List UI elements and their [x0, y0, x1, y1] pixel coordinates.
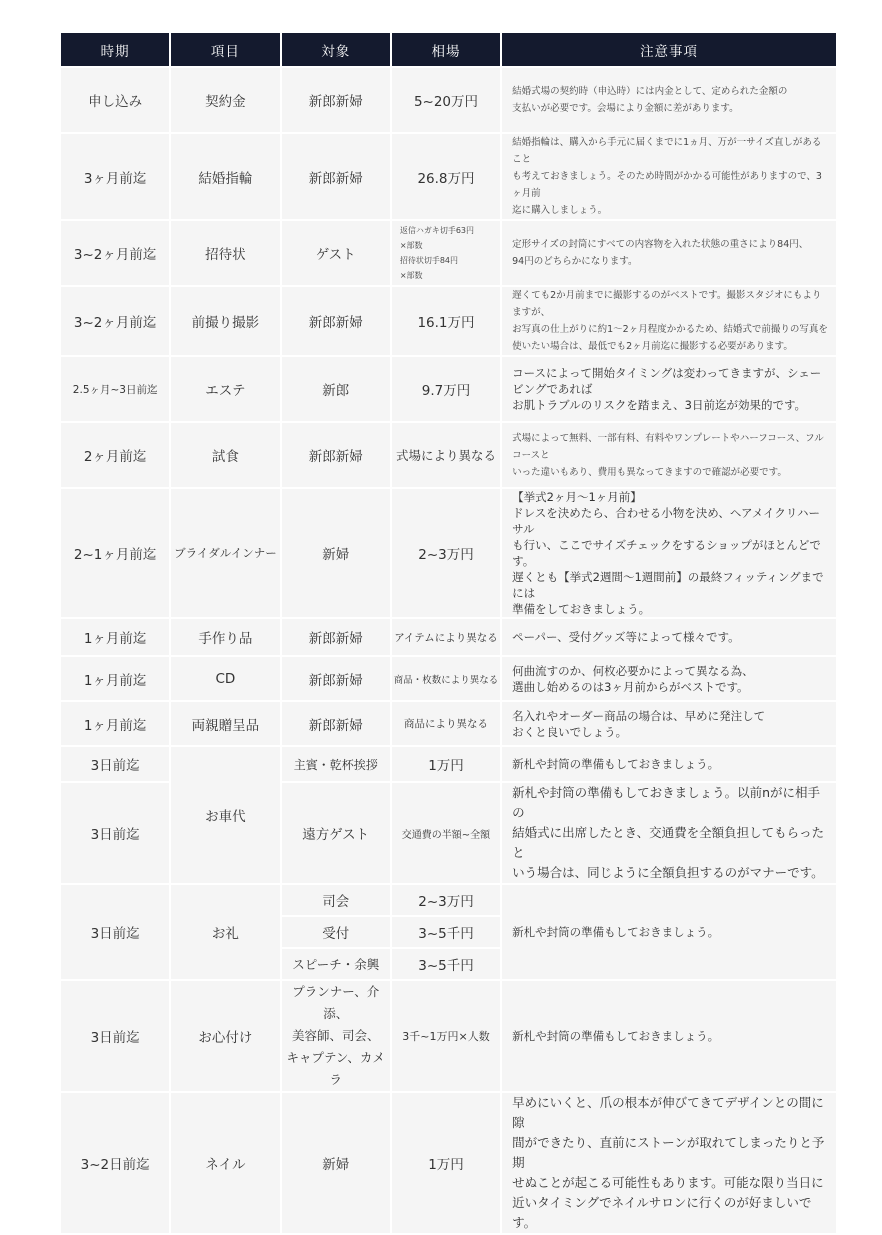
price-cell: 交通費の半額~全額	[392, 783, 500, 883]
note-cell: 遅くても2か月前までに撮影するのがベストです。撮影スタジオにもよりますが、 お写真の仕上がりに約1～2ヶ月程度かかるため、結婚式で前撮りの写真を 使いたい場合は、最低でも2ヶ月前迄に撮影する必要があります。	[502, 287, 836, 355]
timing-cell: 3~2ヶ月前迄	[61, 287, 169, 355]
table-row	[61, 885, 836, 915]
note-cell: ペーパー、受付グッズ等によって様々です。	[502, 619, 836, 655]
note-cell: 新札や封筒の準備もしておきましょう。	[502, 981, 836, 1091]
timing-cell: 1ヶ月前迄	[61, 657, 169, 700]
price-cell: 1万円	[392, 747, 500, 781]
target-cell: 新郎新婦	[282, 287, 390, 355]
item-cell: 招待状	[171, 221, 279, 285]
target-cell: 新郎新婦	[282, 619, 390, 655]
table-row	[61, 287, 836, 355]
price-cell: アイテムにより異なる	[392, 619, 500, 655]
timing-cell: 2.5ヶ月~3日前迄	[61, 357, 169, 421]
table-row	[61, 1093, 836, 1233]
note-cell: 新札や封筒の準備もしておきましょう。	[502, 747, 836, 781]
timing-cell: 1ヶ月前迄	[61, 619, 169, 655]
table-row	[61, 702, 836, 745]
target-cell: プランナー、介添、 美容師、司会、 キャプテン、カメラ	[282, 981, 390, 1091]
price-cell: 式場により異なる	[392, 423, 500, 487]
target-cell: 遠方ゲスト	[282, 783, 390, 883]
target-cell: 新郎新婦	[282, 702, 390, 745]
note-cell: 【挙式2ヶ月〜1ヶ月前】 ドレスを決めたら、合わせる小物を決め、ヘアメイクリハーサル も行い、ここでサイズチェックをするショップがほとんどです。 遅くとも【挙式2週間〜1週間前】の最終フィッティングまでには 準備をしておきましょう。	[502, 489, 836, 617]
table-row	[61, 489, 836, 617]
price-cell: 商品により異なる	[392, 702, 500, 745]
target-cell: 主賓・乾杯挨拶	[282, 747, 390, 781]
note-cell: 式場によって無料、一部有料、有料やワンプレートやハーフコース、フルコースと いった違いもあり、費用も異なってきますので確認が必要です。	[502, 423, 836, 487]
target-cell: 新郎新婦	[282, 68, 390, 132]
table-row	[61, 134, 836, 219]
item-cell: お心付け	[171, 981, 279, 1091]
header-timing: 時期	[61, 33, 169, 66]
header-item: 項目	[171, 33, 279, 66]
timing-cell: 2ヶ月前迄	[61, 423, 169, 487]
timing-cell: 3~2ヶ月前迄	[61, 221, 169, 285]
price-cell: 2~3万円	[392, 885, 500, 915]
note-cell: 早めにいくと、爪の根本が伸びてきてデザインとの間に隙 間ができたり、直前にストーンが取れてしまったりと予期 せぬことが起こる可能性もあります。可能な限り当日に 近いタイミングでネイルサロンに行くのが好ましいです。	[502, 1093, 836, 1233]
price-cell: 5~20万円	[392, 68, 500, 132]
timing-cell: 3日前迄	[61, 747, 169, 781]
wedding-preparation-table	[59, 31, 838, 1235]
note-cell: 定形サイズの封筒にすべての内容物を入れた状態の重さにより84円、 94円のどちらかになります。	[502, 221, 836, 285]
item-cell: 試食	[171, 423, 279, 487]
price-cell: 商品・枚数により異なる	[392, 657, 500, 700]
target-cell: ゲスト	[282, 221, 390, 285]
timing-cell: 3日前迄	[61, 885, 169, 979]
timing-cell: 2~1ヶ月前迄	[61, 489, 169, 617]
target-cell: 新婦	[282, 489, 390, 617]
table-row	[61, 357, 836, 421]
item-cell: 契約金	[171, 68, 279, 132]
price-cell: 3~5千円	[392, 949, 500, 979]
note-cell: 新札や封筒の準備もしておきましょう。	[502, 885, 836, 979]
price-cell: 26.8万円	[392, 134, 500, 219]
table-row	[61, 221, 836, 285]
note-cell: 何曲流すのか、何枚必要かによって異なる為、 選曲し始めるのは3ヶ月前からがベストです。	[502, 657, 836, 700]
table-row	[61, 68, 836, 132]
price-cell: 3~5千円	[392, 917, 500, 947]
item-cell: 手作り品	[171, 619, 279, 655]
timing-cell: 1ヶ月前迄	[61, 702, 169, 745]
header-notes: 注意事項	[502, 33, 836, 66]
target-cell: 司会	[282, 885, 390, 915]
header-price: 相場	[392, 33, 500, 66]
target-cell: 新郎	[282, 357, 390, 421]
note-cell: 結婚式場の契約時（申込時）には内金として、定められた金額の 支払いが必要です。会場により金額に差があります。	[502, 68, 836, 132]
item-cell: 結婚指輪	[171, 134, 279, 219]
item-cell: お礼	[171, 885, 279, 979]
target-cell: 新婦	[282, 1093, 390, 1233]
table-row	[61, 747, 836, 781]
target-cell: 新郎新婦	[282, 657, 390, 700]
table-row	[61, 981, 836, 1091]
item-cell: 両親贈呈品	[171, 702, 279, 745]
timing-cell: 3日前迄	[61, 981, 169, 1091]
timing-cell: 3ヶ月前迄	[61, 134, 169, 219]
header-target: 対象	[282, 33, 390, 66]
note-cell: 新札や封筒の準備もしておきましょう。以前nがに相手の 結婚式に出席したとき、交通費を全額負担してもらったと いう場合は、同じように全額負担するのがマナーです。	[502, 783, 836, 883]
table-row	[61, 657, 836, 700]
price-cell: 9.7万円	[392, 357, 500, 421]
header-row	[61, 33, 836, 66]
note-cell: コースによって開始タイミングは変わってきますが、シェービングであれば お肌トラブルのリスクを踏まえ、3日前迄が効果的です。	[502, 357, 836, 421]
target-cell: 新郎新婦	[282, 134, 390, 219]
timing-cell: 3日前迄	[61, 783, 169, 883]
note-cell: 結婚指輪は、購入から手元に届くまでに1ヵ月、万が一サイズ直しがあること も考えておきましょう。そのため時間がかかる可能性がありますので、3ヶ月前 迄に購入しましょう。	[502, 134, 836, 219]
price-cell: 3千~1万円×人数	[392, 981, 500, 1091]
item-cell: お車代	[171, 747, 279, 883]
price-cell: 1万円	[392, 1093, 500, 1233]
item-cell: ネイル	[171, 1093, 279, 1233]
item-cell: エステ	[171, 357, 279, 421]
note-cell: 名入れやオーダー商品の場合は、早めに発注して おくと良いでしょう。	[502, 702, 836, 745]
timing-cell: 申し込み	[61, 68, 169, 132]
price-cell: 16.1万円	[392, 287, 500, 355]
schedule-table-container	[61, 33, 836, 1235]
price-cell: 返信ハガキ切手63円 ×部数 招待状切手84円 ×部数	[392, 221, 500, 285]
timing-cell: 3~2日前迄	[61, 1093, 169, 1233]
item-cell: CD	[171, 657, 279, 700]
item-cell: ブライダルインナー	[171, 489, 279, 617]
price-cell: 2~3万円	[392, 489, 500, 617]
target-cell: スピーチ・余興	[282, 949, 390, 979]
target-cell: 受付	[282, 917, 390, 947]
target-cell: 新郎新婦	[282, 423, 390, 487]
item-cell: 前撮り撮影	[171, 287, 279, 355]
table-row	[61, 423, 836, 487]
table-row	[61, 619, 836, 655]
